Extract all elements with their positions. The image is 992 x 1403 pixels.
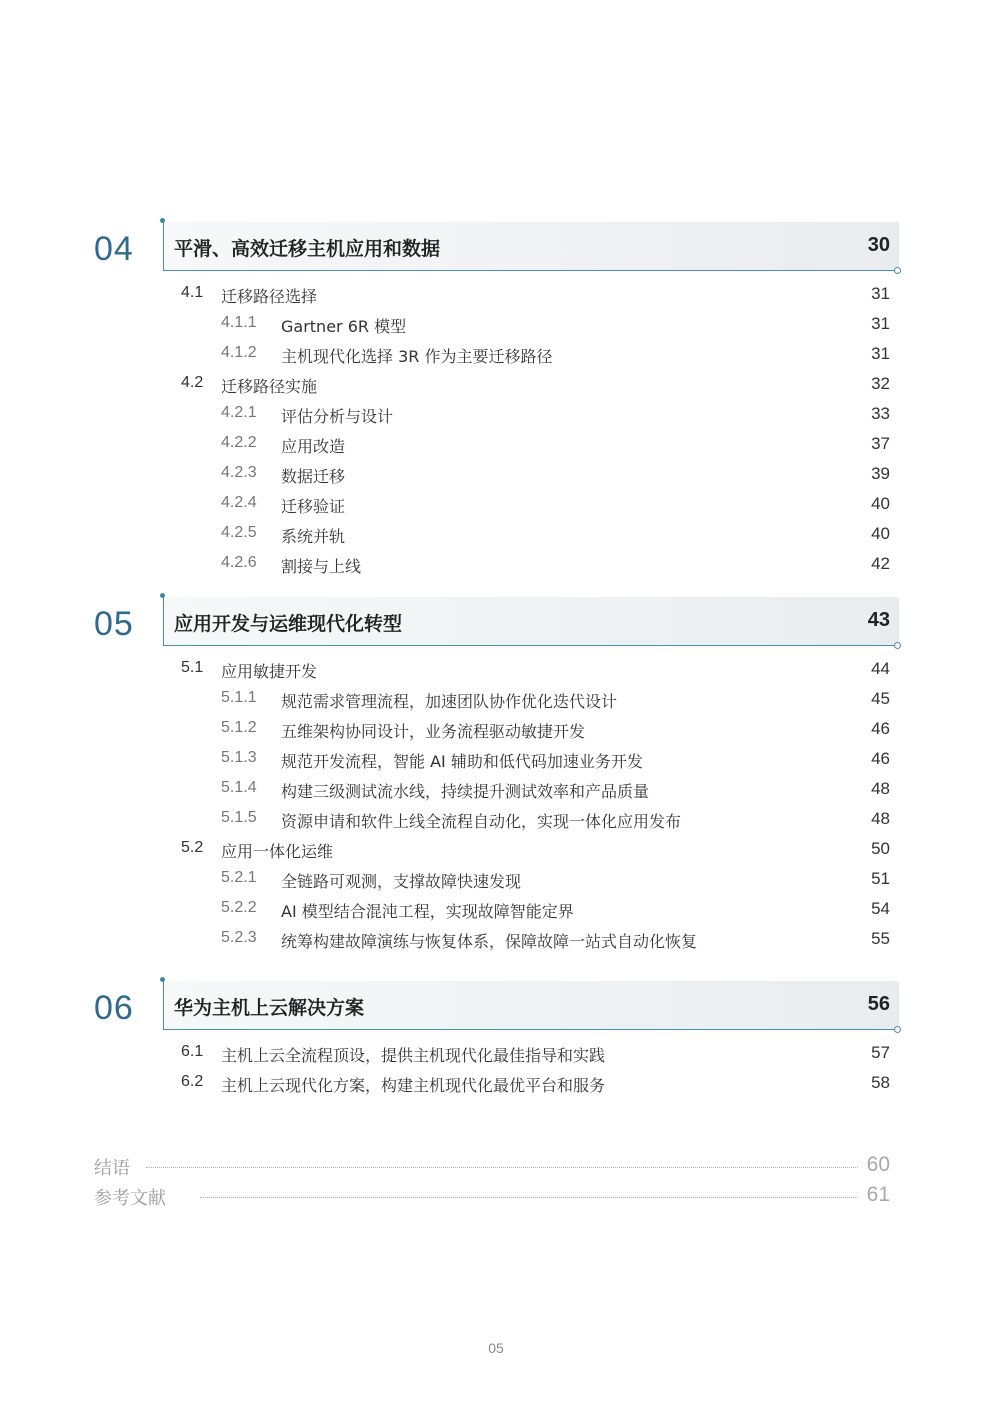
entry-page: 42 <box>871 554 890 573</box>
entry-title: 割接与上线 <box>281 557 362 576</box>
entry-title: 应用一体化运维 <box>221 842 334 861</box>
entry-page: 55 <box>871 929 890 948</box>
entry-number: 5.2 <box>181 839 204 856</box>
chapter-line-end-dot <box>894 642 901 649</box>
entry-title: 主机上云全流程顶设，提供主机现代化最佳指导和实践 <box>221 1046 606 1065</box>
entry-number: 5.1.3 <box>221 749 257 766</box>
entry-page: 48 <box>871 809 890 828</box>
toc-entry[interactable] <box>0 1068 992 1098</box>
entry-title: 构建三级测试流水线，持续提升测试效率和产品质量 <box>281 782 650 801</box>
chapter-title: 平滑、高效迁移主机应用和数据 <box>174 238 441 260</box>
toc-entry[interactable] <box>0 429 992 459</box>
tail-page: 60 <box>866 1153 890 1176</box>
entry-number: 4.1.2 <box>221 344 257 361</box>
entry-page: 57 <box>871 1043 890 1062</box>
chapter-page-number: 43 <box>867 609 890 631</box>
entry-page: 45 <box>871 689 890 708</box>
entry-number: 5.1.2 <box>221 719 257 736</box>
entry-title: 主机现代化选择 3R 作为主要迁移路径 <box>281 347 553 366</box>
entry-title: 五维架构协同设计，业务流程驱动敏捷开发 <box>281 722 586 741</box>
toc-entry[interactable] <box>0 654 992 684</box>
entry-title: 主机上云现代化方案，构建主机现代化最优平台和服务 <box>221 1076 606 1095</box>
entry-number: 5.1 <box>181 659 204 676</box>
entry-title: 资源申请和软件上线全流程自动化，实现一体化应用发布 <box>281 812 682 831</box>
entry-number: 6.1 <box>181 1043 204 1060</box>
chapter-title: 应用开发与运维现代化转型 <box>174 613 403 635</box>
tail-label: 结语 <box>94 1158 130 1179</box>
entry-number: 4.2.3 <box>221 464 257 481</box>
entry-page: 58 <box>871 1073 890 1092</box>
entry-number: 5.1.5 <box>221 809 257 826</box>
entry-title: 数据迁移 <box>281 467 346 486</box>
entry-title: Gartner 6R 模型 <box>281 317 407 336</box>
entry-title: 迁移路径选择 <box>221 287 318 306</box>
entry-page: 33 <box>871 404 890 423</box>
chapter-page-number: 30 <box>867 234 890 256</box>
entry-title: 统筹构建故障演练与恢复体系，保障故障一站式自动化恢复 <box>281 932 698 951</box>
entry-page: 46 <box>871 719 890 738</box>
entry-page: 31 <box>871 284 890 303</box>
chapter-line-end-dot <box>894 267 901 274</box>
entry-number: 5.2.1 <box>221 869 257 886</box>
entry-title: 应用敏捷开发 <box>221 662 318 681</box>
entry-number: 4.1 <box>181 284 204 301</box>
entry-number: 4.2.6 <box>221 554 257 571</box>
toc-entry[interactable] <box>0 339 992 369</box>
toc-entry[interactable] <box>0 714 992 744</box>
entry-page: 31 <box>871 344 890 363</box>
entry-page: 37 <box>871 434 890 453</box>
entry-number: 5.1.1 <box>221 689 257 706</box>
entry-title: AI 模型结合混沌工程，实现故障智能定界 <box>281 902 574 921</box>
chapter-number: 04 <box>94 230 134 268</box>
entry-page: 31 <box>871 314 890 333</box>
chapter-marker-dot <box>160 218 165 223</box>
toc-entry[interactable] <box>0 834 992 864</box>
chapter-line-end-dot <box>894 1026 901 1033</box>
toc-entry[interactable] <box>0 894 992 924</box>
tail-label: 参考文献 <box>94 1188 166 1209</box>
chapter-number: 06 <box>94 989 134 1027</box>
chapter-title: 华为主机上云解决方案 <box>174 997 365 1019</box>
entry-title: 迁移验证 <box>281 497 346 516</box>
entry-number: 4.2.1 <box>221 404 257 421</box>
entry-title: 规范开发流程，智能 AI 辅助和低代码加速业务开发 <box>281 752 643 771</box>
entry-number: 4.2.2 <box>221 434 257 451</box>
page-number: 05 <box>488 1340 504 1356</box>
entry-title: 评估分析与设计 <box>281 407 394 426</box>
entry-page: 48 <box>871 779 890 798</box>
toc-entry[interactable] <box>0 309 992 339</box>
dot-leader <box>146 1167 858 1168</box>
toc-entry[interactable] <box>0 399 992 429</box>
entry-number: 4.2.4 <box>221 494 257 511</box>
entry-page: 40 <box>871 494 890 513</box>
chapter-number: 05 <box>94 605 134 643</box>
toc-entry[interactable] <box>0 804 992 834</box>
entry-page: 44 <box>871 659 890 678</box>
entry-number: 4.1.1 <box>221 314 257 331</box>
toc-entry[interactable] <box>0 1038 992 1068</box>
toc-entry[interactable] <box>0 864 992 894</box>
toc-entry[interactable] <box>0 459 992 489</box>
entry-title: 系统并轨 <box>281 527 346 546</box>
entry-title: 应用改造 <box>281 437 346 456</box>
entry-page: 40 <box>871 524 890 543</box>
entry-title: 规范需求管理流程，加速团队协作优化迭代设计 <box>281 692 618 711</box>
entry-page: 51 <box>871 869 890 888</box>
toc-entry[interactable] <box>0 774 992 804</box>
toc-entry[interactable] <box>0 279 992 309</box>
entry-page: 46 <box>871 749 890 768</box>
entry-number: 5.2.3 <box>221 929 257 946</box>
chapter-page-number: 56 <box>867 993 890 1015</box>
toc-entry[interactable] <box>0 684 992 714</box>
entry-page: 32 <box>871 374 890 393</box>
entry-title: 迁移路径实施 <box>221 377 318 396</box>
entry-number: 5.1.4 <box>221 779 257 796</box>
entry-number: 4.2.5 <box>221 524 257 541</box>
toc-entry[interactable] <box>0 549 992 579</box>
entry-page: 50 <box>871 839 890 858</box>
chapter-marker-dot <box>160 977 165 982</box>
toc-entry[interactable] <box>0 489 992 519</box>
tail-page: 61 <box>866 1183 890 1206</box>
chapter-marker-dot <box>160 593 165 598</box>
toc-entry[interactable] <box>0 924 992 954</box>
entry-page: 39 <box>871 464 890 483</box>
dot-leader <box>200 1197 858 1198</box>
toc-tail-references[interactable] <box>0 1181 992 1211</box>
toc-tail-conclusion[interactable] <box>0 1151 992 1181</box>
toc-entry[interactable] <box>0 519 992 549</box>
toc-entry[interactable] <box>0 369 992 399</box>
toc-entry[interactable] <box>0 744 992 774</box>
entry-page: 54 <box>871 899 890 918</box>
entry-title: 全链路可观测，支撑故障快速发现 <box>281 872 522 891</box>
entry-number: 6.2 <box>181 1073 204 1090</box>
entry-number: 4.2 <box>181 374 204 391</box>
entry-number: 5.2.2 <box>221 899 257 916</box>
